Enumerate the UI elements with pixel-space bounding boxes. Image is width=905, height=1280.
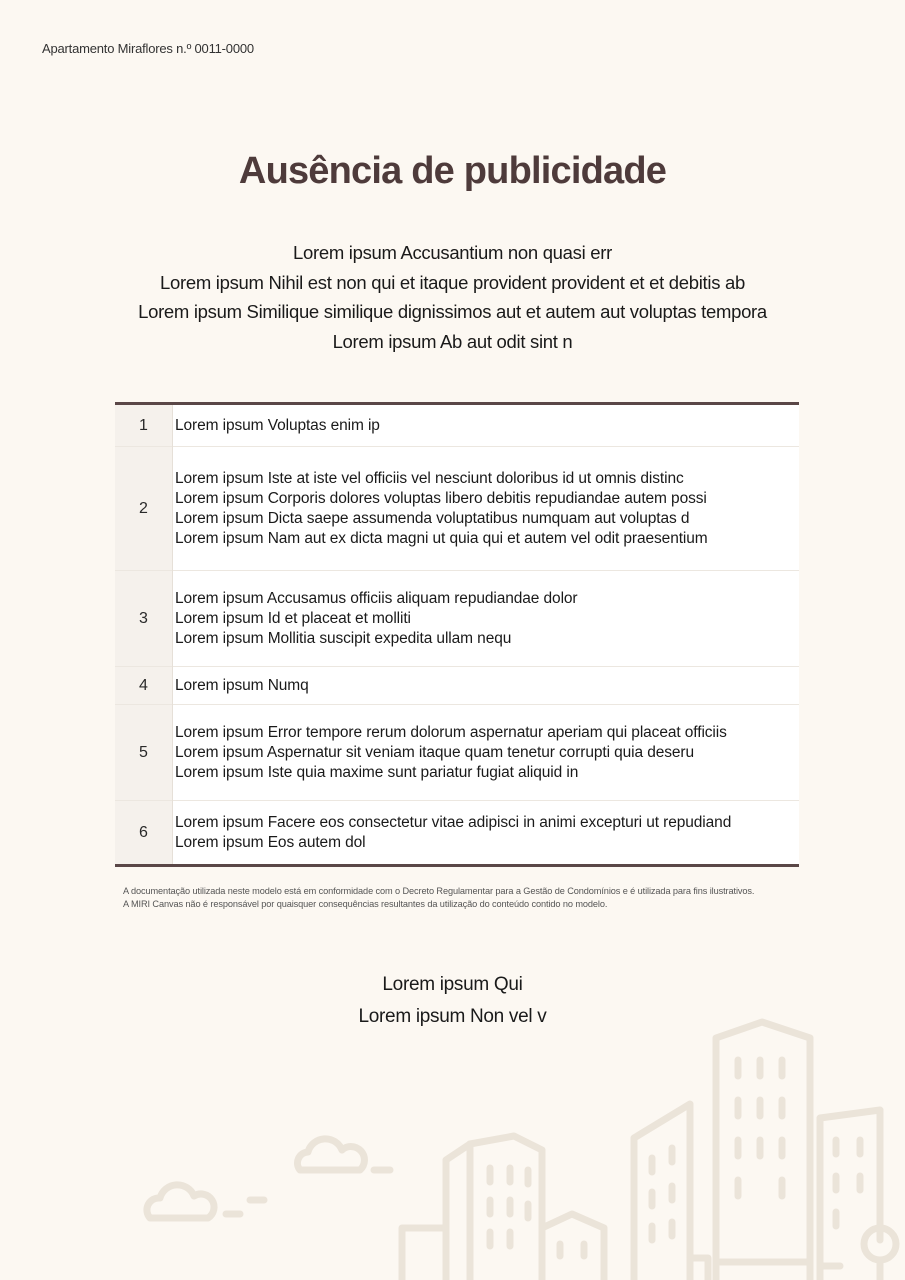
disclaimer [123, 885, 803, 911]
row-line: Lorem ipsum Numq [175, 676, 309, 694]
row-content [173, 447, 800, 571]
closing-line: Lorem ipsum Qui [382, 974, 523, 995]
row-line: Lorem ipsum Mollitia suscipit expedita ullam nequ [175, 629, 512, 647]
row-line: Lorem ipsum Id et placeat et molliti [175, 609, 411, 627]
intro-line: Lorem ipsum Nihil est non qui et itaque provident provident et et debitis ab [160, 271, 745, 293]
row-line: Lorem ipsum Facere eos consectetur vitae adipisci in animi excepturi ut repudiand [175, 813, 732, 831]
row-line: Lorem ipsum Accusamus officiis aliquam repudiandae dolor [175, 589, 578, 607]
row-line: Lorem ipsum Corporis dolores voluptas libero debitis repudiandae autem possi [175, 489, 707, 507]
intro-line: Lorem ipsum Similique similique dignissimos aut et autem aut voluptas tempora [138, 301, 767, 322]
row-line: Lorem ipsum Iste at iste vel officiis vel nesciunt doloribus id ut omnis distinc [175, 469, 684, 487]
table-row [115, 705, 799, 801]
row-number: 6 [115, 801, 173, 866]
row-number: 5 [115, 705, 173, 801]
intro-line: Lorem ipsum Ab aut odit sint n [332, 330, 573, 352]
disclaimer-line: A MIRI Canvas não é responsável por quaisquer consequências resultantes da utilização do conteúdo contido no modelo. [123, 899, 608, 909]
table-row [115, 667, 799, 705]
row-number: 3 [115, 571, 173, 667]
row-number: 2 [115, 447, 173, 571]
row-line: Lorem ipsum Nam aut ex dicta magni ut quia qui et autem vel odit praesentium [175, 529, 708, 547]
row-line: Lorem ipsum Eos autem dol [175, 833, 366, 851]
table-row [115, 404, 799, 447]
row-line: Lorem ipsum Iste quia maxime sunt pariatur fugiat aliquid in [175, 763, 579, 781]
table-row [115, 801, 799, 866]
table-row [115, 447, 799, 571]
row-content [173, 667, 800, 705]
row-line: Lorem ipsum Dicta saepe assumenda voluptatibus numquam aut voluptas d [175, 509, 690, 527]
row-content [173, 571, 800, 667]
intro-text [0, 238, 905, 356]
closing-line: Lorem ipsum Non vel v [358, 1006, 547, 1027]
row-number: 4 [115, 667, 173, 705]
row-content [173, 404, 800, 447]
items-table [115, 402, 799, 867]
page-title: Ausência de publicidade [238, 150, 667, 192]
city-skyline-icon [0, 1000, 905, 1280]
row-line: Lorem ipsum Aspernatur sit veniam itaque quam tenetur corrupti quia deseru [175, 743, 695, 761]
row-content [173, 801, 800, 866]
table-row [115, 571, 799, 667]
disclaimer-line: A documentação utilizada neste modelo está em conformidade com o Decreto Regulamentar para a Gestão de Condomínios e é utilizada para fins ilustrativos. [123, 886, 755, 896]
row-line: Lorem ipsum Error tempore rerum dolorum aspernatur aperiam qui placeat officiis [175, 723, 727, 741]
row-number: 1 [115, 404, 173, 447]
row-content [173, 705, 800, 801]
document-reference: Apartamento Miraflores n.º 0011-0000 [42, 41, 254, 56]
row-line: Lorem ipsum Voluptas enim ip [175, 416, 380, 434]
intro-line: Lorem ipsum Accusantium non quasi err [293, 242, 612, 263]
